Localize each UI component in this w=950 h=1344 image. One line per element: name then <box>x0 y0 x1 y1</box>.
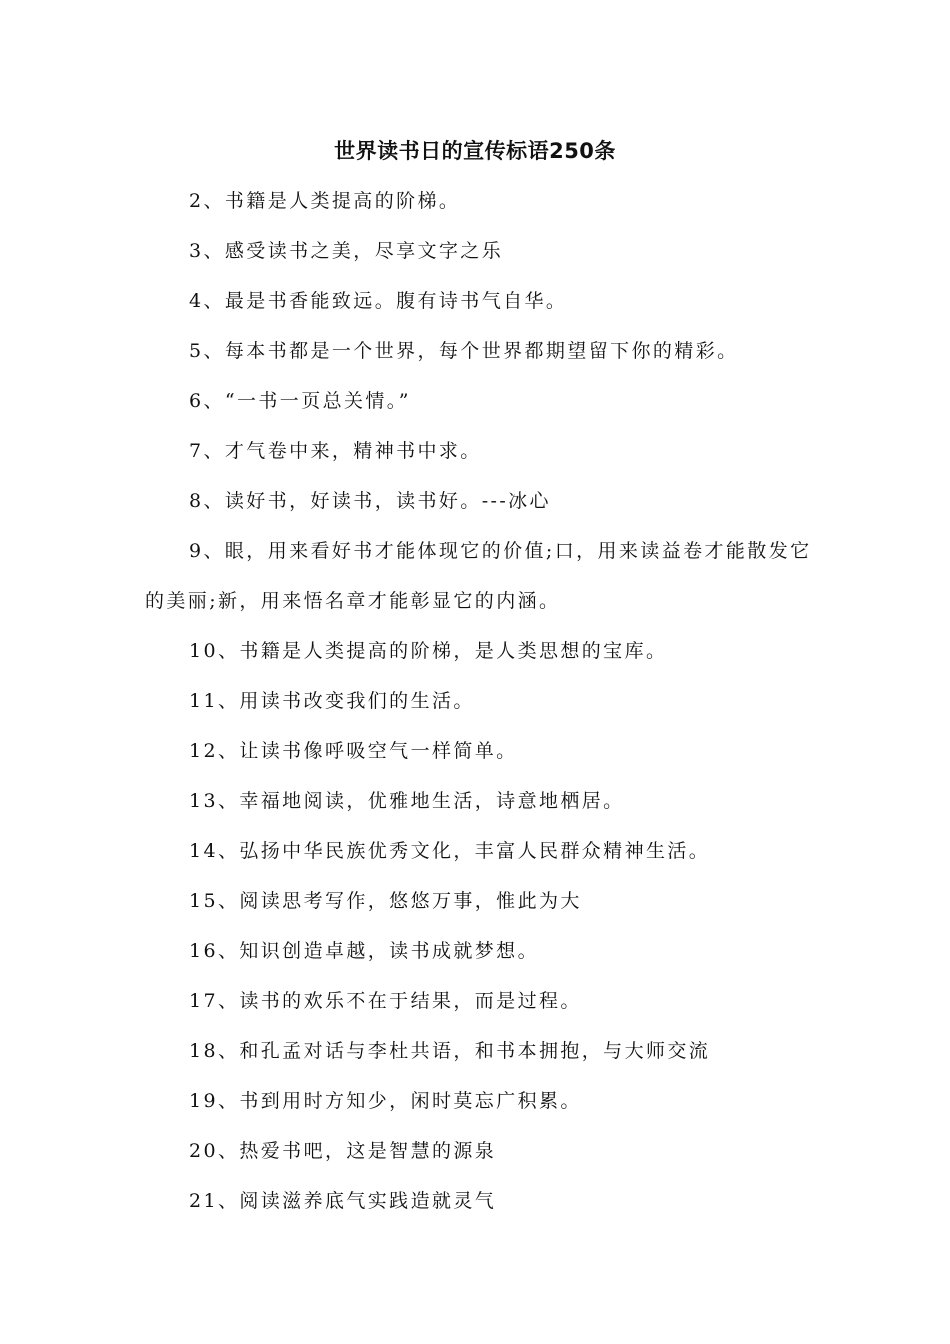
list-item: 12、让读书像呼吸空气一样简单。 <box>189 740 518 762</box>
list-item: 17、读书的欢乐不在于结果，而是过程。 <box>189 990 582 1012</box>
list-item: 9、眼，用来看好书才能体现它的价值;口，用来读益卷才能散发它的美丽;新，用来悟名章才能彰显它的内涵。 <box>145 540 812 612</box>
list-item: 18、和孔孟对话与李杜共语，和书本拥抱，与大师交流 <box>189 1040 711 1062</box>
list-item: 19、书到用时方知少，闲时莫忘广积累。 <box>189 1090 582 1112</box>
list-item: 15、阅读思考写作，悠悠万事，惟此为大 <box>189 890 582 912</box>
list-item: 10、书籍是人类提高的阶梯，是人类思想的宝库。 <box>189 640 668 662</box>
list-item: 21、阅读滋养底气实践造就灵气 <box>189 1190 497 1212</box>
list-item: 6、“一书一页总关情。” <box>189 390 411 412</box>
list-item: 8、读好书，好读书，读书好。---冰心 <box>189 490 551 512</box>
list-item: 4、最是书香能致远。腹有诗书气自华。 <box>189 290 568 312</box>
list-item: 11、用读书改变我们的生活。 <box>189 690 475 712</box>
list-item: 3、感受读书之美，尽享文字之乐 <box>189 240 504 262</box>
list-item: 14、弘扬中华民族优秀文化，丰富人民群众精神生活。 <box>189 840 711 862</box>
list-item: 7、才气卷中来，精神书中求。 <box>189 440 482 462</box>
list-item: 20、热爱书吧，这是智慧的源泉 <box>189 1140 497 1162</box>
list-item: 2、书籍是人类提高的阶梯。 <box>189 190 461 212</box>
list-item: 5、每本书都是一个世界，每个世界都期望留下你的精彩。 <box>189 340 739 362</box>
list-item: 13、幸福地阅读，优雅地生活，诗意地栖居。 <box>189 790 625 812</box>
document-title: 世界读书日的宣传标语250条 <box>334 139 616 163</box>
list-item: 16、知识创造卓越，读书成就梦想。 <box>189 940 539 962</box>
